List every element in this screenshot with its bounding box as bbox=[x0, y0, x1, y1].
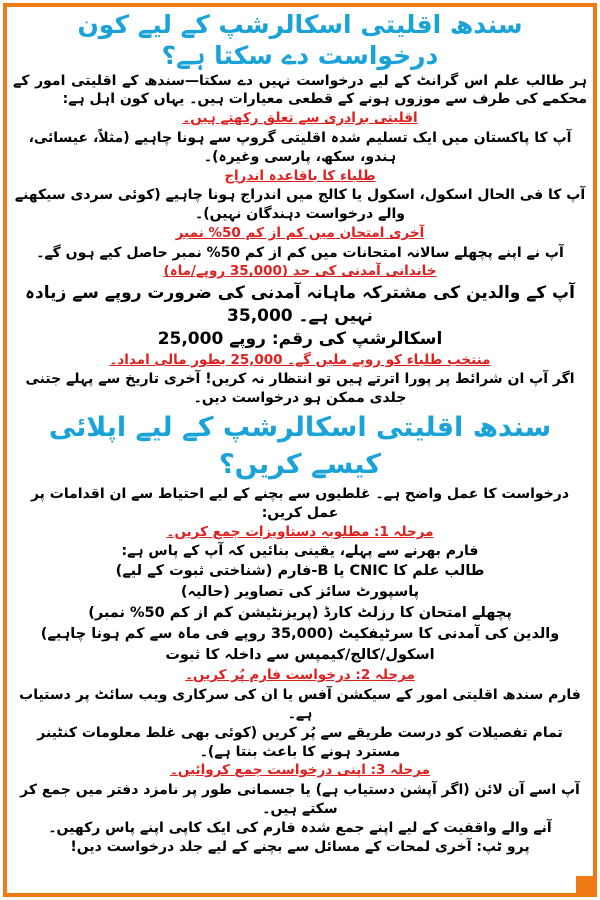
criterion-heading-income: خاندانی آمدنی کی حد (35,000 روپے/ماہ) bbox=[163, 263, 437, 280]
criterion-text-marks: آپ نے اپنے پچھلے سالانہ امتحانات میں کم از کم 50% نمبر حاصل کیے ہوں گے۔ bbox=[36, 244, 564, 261]
amount-heading: منتخب طلباء کو روپے ملیں گے۔ 25,000 بطور مالی امداد۔ bbox=[109, 351, 491, 368]
step1-heading: مرحلہ 1: مطلوبہ دستاویزات جمع کریں۔ bbox=[166, 523, 434, 540]
step3-heading: مرحلہ 3: اپنی درخواست جمع کروائیں۔ bbox=[169, 762, 431, 779]
apply-title: سندھ اقلیتی اسکالرشپ کے لیے اپلائی کیسے کریں؟ bbox=[48, 412, 552, 480]
criterion-text-income: آپ کے والدین کی مشترکہ ماہانہ آمدنی کی ضرورت روپے سے زیادہ نہیں ہے۔ 35,000 bbox=[25, 282, 575, 326]
criterion-text-minority: آپ کا پاکستان میں ایک تسلیم شدہ اقلیتی گروپ سے ہونا چاہیے (مثلاً، عیسائی، ہندو، سکھ، پارسی وغیرہ)۔ bbox=[28, 129, 572, 165]
scholarship-amount: اسکالرشپ کی رقم: روپے 25,000 bbox=[157, 328, 443, 349]
step3-line: آپ اسے آن لائن (اگر آپشن دستیاب ہے) یا جسمانی طور پر نامزد دفتر میں جمع کر سکتے ہیں۔ bbox=[20, 782, 580, 817]
document-item: پچھلے امتحان کا رزلٹ کارڈ (پریزنٹیشن کم از کم 50% نمبر) bbox=[88, 605, 512, 622]
article-frame bbox=[3, 3, 597, 897]
criterion-text-enrollment: آپ کا فی الحال اسکول، اسکول یا کالج میں اندراج ہونا چاہیے (کوئی سردی سیکھنے والے درخواست دہندگان نہیں)۔ bbox=[14, 187, 586, 223]
document-item: والدین کی آمدنی کا سرٹیفکیٹ (35,000 روپے فی ماہ سے کم ہونا چاہیے) bbox=[40, 626, 560, 643]
document-item: طالب علم کا CNIC یا B-فارم (شناختی ثبوت کے لیے) bbox=[115, 563, 485, 580]
eligibility-conclusion: اگر آپ ان شرائط پر پورا اترتے ہیں تو انتظار نہ کریں! آخری تاریخ سے پہلے جتنی جلدی ممکن ہو درخواست دیں۔ bbox=[25, 371, 575, 407]
criterion-heading-enrollment: طلباء کا باقاعدہ اندراج bbox=[224, 167, 376, 184]
criterion-heading-minority: اقلیتی برادری سے تعلق رکھتے ہیں۔ bbox=[182, 110, 418, 127]
document-item: اسکول/کالج/کیمپس سے داخلہ کا ثبوت bbox=[165, 647, 435, 664]
criterion-heading-marks: آخری امتحان میں کم از کم 50% نمبر bbox=[175, 224, 425, 241]
document-item: پاسپورٹ سائز کی تصاویر (حالیہ) bbox=[180, 584, 420, 601]
pro-tip: پرو ٹپ: آخری لمحات کے مسائل سے بچنے کے لیے جلد درخواست دیں! bbox=[70, 838, 530, 855]
eligibility-intro: ہر طالب علم اس گرانٹ کے لیے درخواست نہیں دے سکتا—سندھ کے اقلیتی امور کے محکمے کی طرف سے موزوں ہونے کے قطعی معیارات ہیں۔ یہاں کون اہل ہے: bbox=[13, 72, 587, 108]
step2-line: فارم سندھ اقلیتی امور کے سیکشن آفس یا ان کی سرکاری ویب سائٹ پر دستیاب ہے۔ bbox=[19, 686, 581, 722]
step2-line: تمام تفصیلات کو درست طریقے سے پُر کریں (کوئی بھی غلط معلومات کنٹینر مسترد ہونے کا باعث بنتا ہے)۔ bbox=[37, 724, 563, 760]
step3-line: آنے والے واقفیت کے لیے اپنے جمع شدہ فارم کی ایک کاپی اپنے پاس رکھیں۔ bbox=[48, 819, 552, 836]
eligibility-title: سندھ اقلیتی اسکالرشپ کے لیے کون درخواست دے سکتا ہے؟ bbox=[77, 10, 523, 71]
article-content bbox=[7, 7, 593, 857]
step2-heading: مرحلہ 2: درخواست فارم پُر کریں۔ bbox=[185, 667, 415, 684]
step1-intro: فارم بھرنے سے پہلے، یقینی بنائیں کہ آپ کے پاس ہے: bbox=[121, 543, 479, 560]
apply-intro: درخواست کا عمل واضح ہے۔ غلطیوں سے بچنے کے لیے احتیاط سے ان اقدامات پر عمل کریں: bbox=[30, 486, 570, 521]
